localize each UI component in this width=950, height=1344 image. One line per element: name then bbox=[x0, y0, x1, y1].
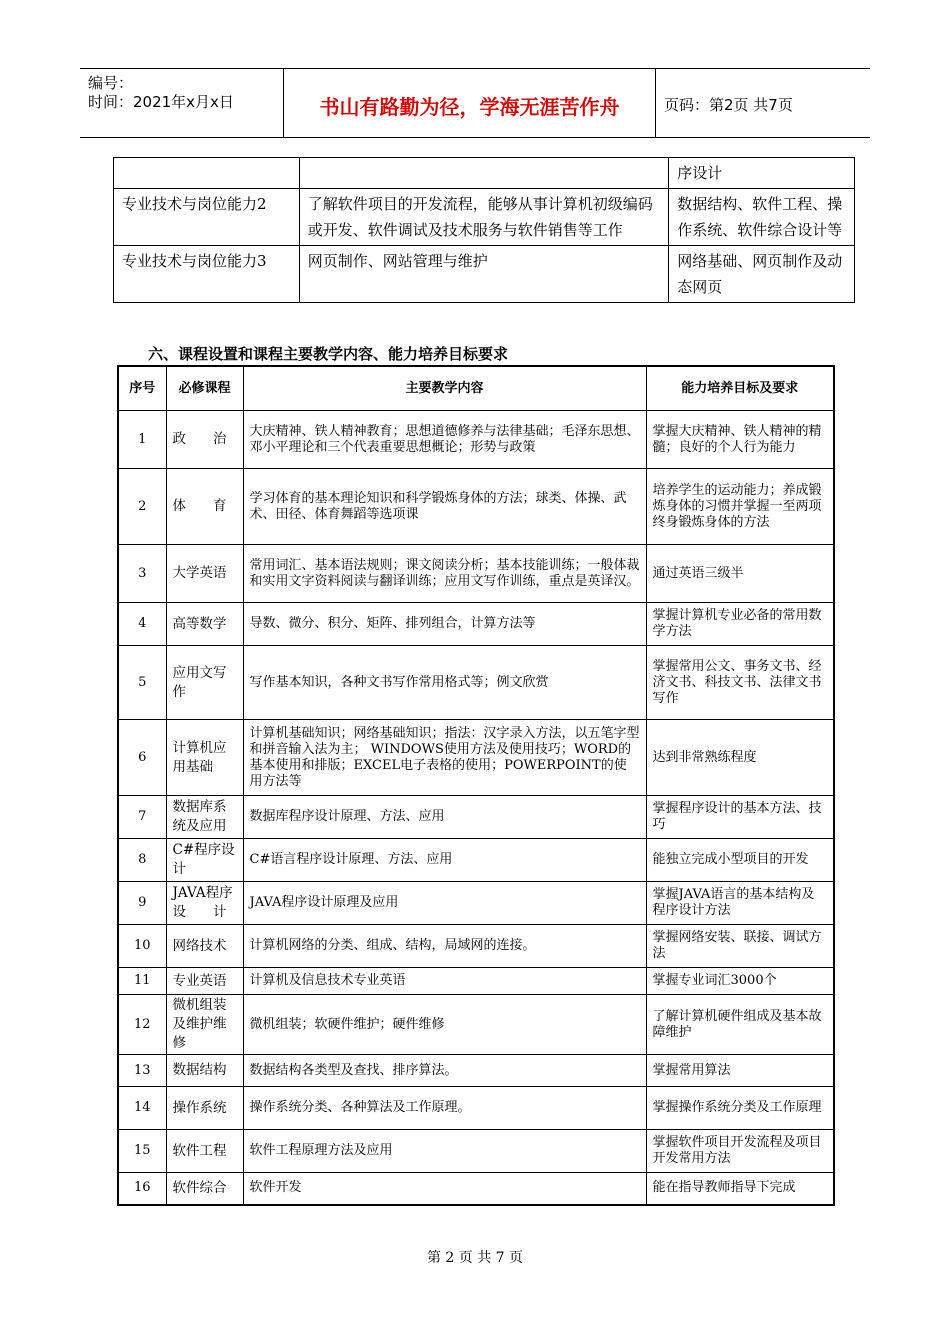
header-page-cell bbox=[656, 69, 870, 137]
course-no: 7 bbox=[118, 796, 166, 839]
course-no: 13 bbox=[118, 1055, 166, 1087]
document-number: 编号： bbox=[88, 74, 134, 92]
document-time: 时间：2021年x月x日 bbox=[88, 93, 234, 111]
table-row bbox=[118, 995, 834, 1055]
table-row bbox=[118, 646, 834, 720]
table-row bbox=[118, 925, 834, 968]
course-goal: 掌握程序设计的基本方法、技巧 bbox=[646, 796, 834, 839]
course-goal: 了解计算机硬件组成及基本故障维护 bbox=[646, 995, 834, 1055]
course-goal: 达到非常熟练程度 bbox=[646, 720, 834, 796]
course-content: 大庆精神、铁人精神教育；思想道德修养与法律基础；毛泽东思想、邓小平理论和三个代表重要思想概论；形势与政策 bbox=[243, 411, 646, 469]
table-row bbox=[118, 1173, 834, 1205]
course-no: 5 bbox=[118, 646, 166, 720]
course-name: 软件工程 bbox=[166, 1130, 243, 1173]
table-row bbox=[118, 882, 834, 925]
section-title: 六、课程设置和课程主要教学内容、能力培养目标要求 bbox=[148, 345, 509, 363]
course-name: 微机组装及维护维修 bbox=[166, 995, 243, 1055]
table-row bbox=[118, 411, 834, 469]
course-no: 3 bbox=[118, 545, 166, 603]
course-goal: 掌握常用公文、事务文书、经济文书、科技文书、法律文书写作 bbox=[646, 646, 834, 720]
ability-table bbox=[113, 157, 855, 303]
page-info: 页码：第2页 共7页 bbox=[664, 96, 793, 114]
course-name: 软件综合 bbox=[166, 1173, 243, 1205]
course-content: 计算机网络的分类、组成、结构，局域网的连接。 bbox=[243, 925, 646, 968]
course-content: 计算机及信息技术专业英语 bbox=[243, 968, 646, 995]
course-table bbox=[117, 365, 835, 1206]
course-no: 11 bbox=[118, 968, 166, 995]
ability-name: 专业技术与岗位能力2 bbox=[114, 189, 300, 246]
course-goal: 培养学生的运动能力；养成锻炼身体的习惯并掌握一至两项终身锻炼身体的方法 bbox=[646, 469, 834, 545]
course-no: 8 bbox=[118, 839, 166, 882]
course-content: 数据结构各类型及查找、排序算法。 bbox=[243, 1055, 646, 1087]
course-no: 1 bbox=[118, 411, 166, 469]
course-name: 数据结构 bbox=[166, 1055, 243, 1087]
course-content: 学习体育的基本理论知识和科学锻炼身体的方法；球类、体操、武术、田径、体育舞蹈等选项课 bbox=[243, 469, 646, 545]
course-goal: 掌握常用算法 bbox=[646, 1055, 834, 1087]
page-header bbox=[80, 68, 870, 138]
course-no: 4 bbox=[118, 603, 166, 646]
course-no: 10 bbox=[118, 925, 166, 968]
header-motto-cell bbox=[284, 69, 656, 137]
course-goal: 掌握网络安装、联接、调试方法 bbox=[646, 925, 834, 968]
table-row bbox=[118, 839, 834, 882]
course-name: 高等数学 bbox=[166, 603, 243, 646]
course-no: 9 bbox=[118, 882, 166, 925]
table-header-row bbox=[118, 366, 834, 411]
course-no: 14 bbox=[118, 1087, 166, 1130]
header-goal: 能力培养目标及要求 bbox=[646, 366, 834, 411]
course-goal: 掌握软件项目开发流程及项目开发常用方法 bbox=[646, 1130, 834, 1173]
table-row bbox=[114, 189, 855, 246]
course-name: JAVA程序设 计 bbox=[166, 882, 243, 925]
course-no: 6 bbox=[118, 720, 166, 796]
course-goal: 掌握JAVA语言的基本结构及程序设计方法 bbox=[646, 882, 834, 925]
course-goal: 掌握计算机专业必备的常用数学方法 bbox=[646, 603, 834, 646]
course-no: 2 bbox=[118, 469, 166, 545]
course-content: 软件开发 bbox=[243, 1173, 646, 1205]
course-name: 政 治 bbox=[166, 411, 243, 469]
table-row bbox=[118, 796, 834, 839]
course-name: 计算机应用基础 bbox=[166, 720, 243, 796]
table-row bbox=[118, 720, 834, 796]
course-name: 网络技术 bbox=[166, 925, 243, 968]
course-goal: 掌握专业词汇3000个 bbox=[646, 968, 834, 995]
ability-courses: 数据结构、软件工程、操作系统、软件综合设计等 bbox=[669, 189, 855, 246]
header-content: 主要教学内容 bbox=[243, 366, 646, 411]
table-row bbox=[118, 469, 834, 545]
course-name: C#程序设计 bbox=[166, 839, 243, 882]
table-row bbox=[114, 246, 855, 303]
course-content: JAVA程序设计原理及应用 bbox=[243, 882, 646, 925]
ability-name: 专业技术与岗位能力3 bbox=[114, 246, 300, 303]
ability-desc: 网页制作、网站管理与维护 bbox=[299, 246, 668, 303]
course-goal: 掌握操作系统分类及工作原理 bbox=[646, 1087, 834, 1130]
ability-courses: 序设计 bbox=[669, 158, 855, 189]
course-content: 计算机基础知识；网络基础知识；指法：汉字录入方法，以五笔字型和拼音输入法为主； WINDOWS使用方法及使用技巧；WORD的基本使用和排版；EXCEL电子表格的使用；POWERPOINT的使用方法等 bbox=[243, 720, 646, 796]
header-no: 序号 bbox=[118, 366, 166, 411]
ability-name bbox=[114, 158, 300, 189]
table-row bbox=[118, 545, 834, 603]
course-name: 操作系统 bbox=[166, 1087, 243, 1130]
header-meta-cell bbox=[80, 69, 284, 137]
page-footer: 第 2 页 共 7 页 bbox=[426, 1250, 524, 1266]
course-content: 写作基本知识，各种文书写作常用格式等；例文欣赏 bbox=[243, 646, 646, 720]
course-no: 15 bbox=[118, 1130, 166, 1173]
ability-desc: 了解软件项目的开发流程，能够从事计算机初级编码或开发、软件调试及技术服务与软件销售等工作 bbox=[299, 189, 668, 246]
course-goal: 能独立完成小型项目的开发 bbox=[646, 839, 834, 882]
course-content: 数据库程序设计原理、方法、应用 bbox=[243, 796, 646, 839]
motto: 书山有路勤为径，学海无涯苦作舟 bbox=[319, 95, 620, 119]
course-content: 导数、微分、积分、矩阵、排列组合，计算方法等 bbox=[243, 603, 646, 646]
header-course: 必修课程 bbox=[166, 366, 243, 411]
ability-desc bbox=[299, 158, 668, 189]
course-goal: 通过英语三级半 bbox=[646, 545, 834, 603]
course-name: 数据库系统及应用 bbox=[166, 796, 243, 839]
table-row bbox=[118, 1055, 834, 1087]
course-no: 12 bbox=[118, 995, 166, 1055]
table-row bbox=[118, 968, 834, 995]
course-goal: 掌握大庆精神、铁人精神的精髓；良好的个人行为能力 bbox=[646, 411, 834, 469]
table-row bbox=[114, 158, 855, 189]
course-no: 16 bbox=[118, 1173, 166, 1205]
course-content: 微机组装；软硬件维护；硬件维修 bbox=[243, 995, 646, 1055]
table-row bbox=[118, 1087, 834, 1130]
course-name: 大学英语 bbox=[166, 545, 243, 603]
course-content: 操作系统分类、各种算法及工作原理。 bbox=[243, 1087, 646, 1130]
course-name: 应用文写作 bbox=[166, 646, 243, 720]
table-row bbox=[118, 603, 834, 646]
course-content: C#语言程序设计原理、方法、应用 bbox=[243, 839, 646, 882]
course-name: 体 育 bbox=[166, 469, 243, 545]
course-name: 专业英语 bbox=[166, 968, 243, 995]
course-content: 软件工程原理方法及应用 bbox=[243, 1130, 646, 1173]
table-row bbox=[118, 1130, 834, 1173]
course-content: 常用词汇、基本语法规则；课文阅读分析；基本技能训练；一般体裁和实用文字资料阅读与翻译训练；应用文写作训练，重点是英译汉。 bbox=[243, 545, 646, 603]
course-rows bbox=[118, 411, 834, 1205]
ability-courses: 网络基础、网页制作及动态网页 bbox=[669, 246, 855, 303]
course-goal: 能在指导教师指导下完成 bbox=[646, 1173, 834, 1205]
